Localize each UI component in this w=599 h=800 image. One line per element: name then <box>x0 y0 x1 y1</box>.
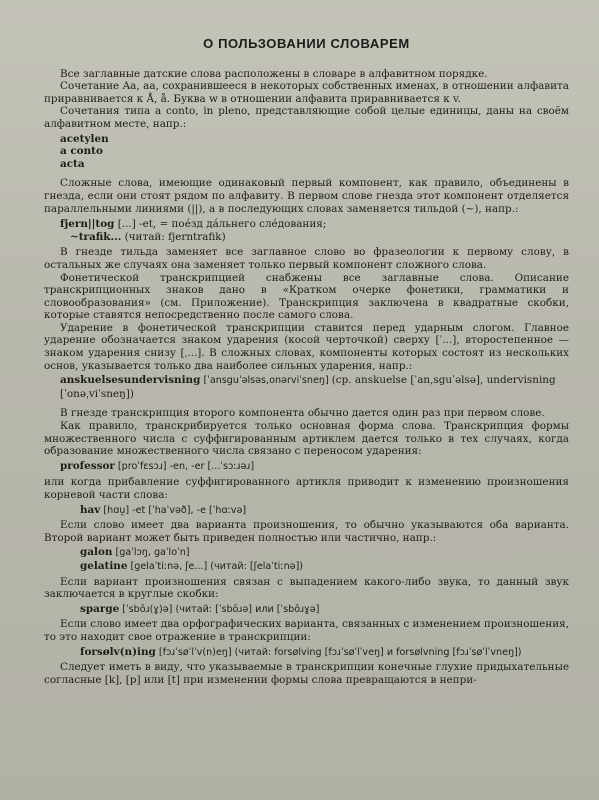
paragraph-basic-form: Как правило, транскрибируется только основная форма слова. Транскрипция формы множественного числа с суффигированным артиклем дается только в тех случаях, когда образование множественного числа связано с переносом ударения: <box>44 420 569 458</box>
page-title: О ПОЛЬЗОВАНИИ СЛОВАРЕМ <box>203 36 410 51</box>
paragraph-article-suffix: или когда прибавление суффигированного артикля приводит к изменению произношения корневой части слова: <box>44 476 569 501</box>
example-gloss: (ср. anskuelse [ˈan,sguˈəlsə], undervisning [ˈonəˌviˈsneŋ]) <box>60 374 556 400</box>
example-word: galon <box>80 546 113 559</box>
example-transcription: [gelaˈtiːnə, ʃe...] (читай: [ʃelaˈtiːnə]) <box>127 560 304 572</box>
example-alphabetical-list <box>60 133 569 171</box>
paragraph-tilde: В гнезде тильда заменяет все заглавное слово во фразеологии к первому слову, в остальных же случаях она заменяет только первый компонент сложного слова. <box>44 246 569 271</box>
example-hav <box>80 504 569 518</box>
example-word: gelatine <box>80 559 128 572</box>
example-word: hav <box>80 503 101 516</box>
paragraph-dropped-sound: Если вариант произношения связан с выпадением какого-либо звука, то данный звук заключается в круглые скобки: <box>44 575 569 601</box>
paragraph-stress: Ударение в фонетической транскрипции ставится перед ударным слогом. Главное ударение обозначается знаком ударения (косой черточкой) сверху [ˈ...], второстепенное — знаком ударения снизу [ˌ...]. В сложных словах, компоненты которых состоят из нескольких основ, указывается только два наиболее сильных ударения, напр.: <box>44 321 569 372</box>
example-word: acta <box>60 157 85 170</box>
paragraph-final-consonants: Следует иметь в виду, что указываемые в транскрипции конечные глухие придыхательные согласные [k], [p] или [t] при изменении формы слова превращаются в непри- <box>44 661 569 686</box>
example-professor <box>60 460 569 474</box>
example-word: professor <box>60 459 115 472</box>
example-transcription: [fɔɹˈsøˈlˈv(n)eŋ] (читай: forsølving [fɔɹˈsøˈlˈveŋ] и forsølvning [fɔɹˈsøˈlˈvneŋ]) <box>155 646 522 658</box>
example-gloss: [...] -et, = поéзд дáльнего слéдования; <box>114 218 327 231</box>
example-compound-nest <box>60 218 569 243</box>
example-word: forsølv(n)ing <box>80 645 156 658</box>
example-word: fjern||tog <box>60 218 115 231</box>
paragraph-second-component: В гнезде транскрипция второго компонента обычно дается один раз при первом слове. <box>60 407 545 420</box>
example-transcription: [proˈfɛsɔɹ] -en, -er [...ˈsɔːɹəɹ] <box>114 460 255 472</box>
example-word: a conto <box>60 145 103 158</box>
paragraph-transcription: Фонетической транскрипцией снабжены все заглавные слова. Описание транскрипционных знаков дано в «Кратком очерке фонетики, грамматики и словообразования» (см. Приложение). Транскрипция заключена в квадратные скобки, которые ставятся непосредственно после самого слова. <box>44 271 569 322</box>
paragraph-compound-words: Сложные слова, имеющие одинаковый первый компонент, как правило, объединены в гнезда, если они стоят рядом по алфавиту. В первом слове гнезда этот компонент отделяется параллельными линиями (||), а в последующих словах заменяется тильдой (~), напр.: <box>44 177 569 215</box>
example-word: sparge <box>80 602 120 615</box>
example-word: anskuelsesundervisning <box>60 374 201 387</box>
example-sparge <box>80 603 569 617</box>
paragraph-set-phrases: Сочетания типа a conto, in pleno, представляющие собой целые единицы, даны на своём алфавитном месте, напр.: <box>44 105 569 130</box>
example-variants <box>80 546 569 573</box>
example-transcription: [hɑu̯] -et [ˈhaˈvəð], -e [ˈhɑːvə] <box>100 504 247 516</box>
example-transcription: [ˈsbōɹ(ɣ)ə] (читай: [ˈsbōɹə] или [ˈsbōɹɣə] <box>119 603 320 615</box>
example-word: ~trafik... <box>70 230 122 243</box>
paragraph-orthographic-variants: Если слово имеет два орфографических варианта, связанных с изменением произношения, то это находит свое отражение в транскрипции: <box>44 618 569 643</box>
example-stress <box>60 374 569 400</box>
paragraph-alphabet-order: Все заглавные датские слова расположены в словаре в алфавитном порядке. <box>60 67 488 80</box>
example-transcription: [ˈansguˈəlsəs,onərviˈsneŋ] <box>200 375 332 387</box>
paragraph-two-variants: Если слово имеет два варианта произношения, то обычно указываются оба варианта. Второй вариант может быть приведен полностью или частично, напр.: <box>44 519 569 544</box>
paragraph-aa-combination: Сочетание Aa, aa, сохранившееся в некоторых собственных именах, в отношении алфавита приравнивается к Å, å. Буква w в отношении алфавита приравнивается к v. <box>44 80 569 105</box>
example-forsolv <box>80 646 569 660</box>
example-word: acetylen <box>60 132 109 145</box>
example-gloss: (читай: fjerntrafik) <box>121 230 226 243</box>
example-transcription: [gaˈlɔŋ, gaˈloˈn] <box>112 547 190 559</box>
